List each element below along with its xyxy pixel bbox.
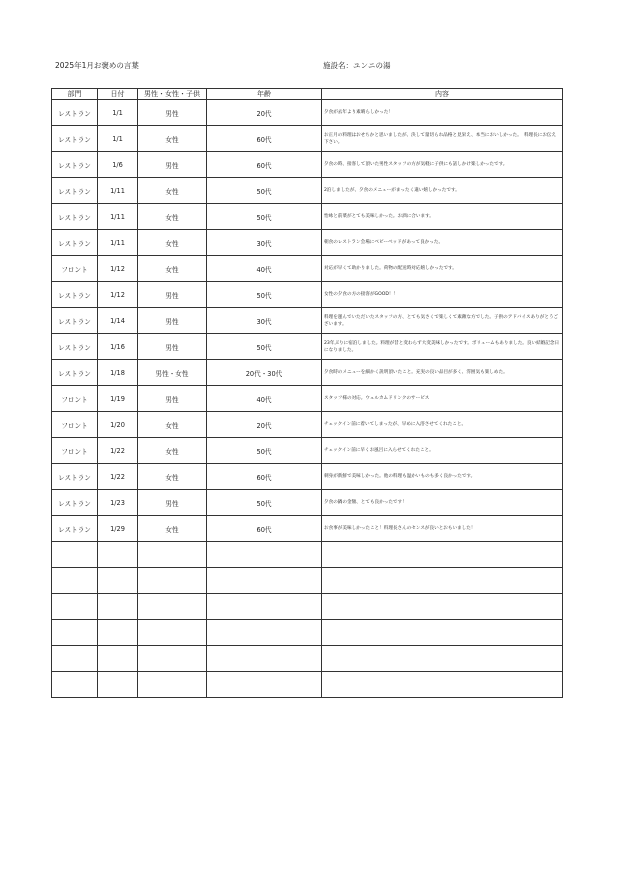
cell-content: 朝食のレストラン会場にベビーベッドがあって良かった。 [322, 230, 563, 256]
cell-date: 1/18 [98, 360, 138, 386]
cell-dept: フロント [52, 412, 98, 438]
table-row [52, 594, 563, 620]
cell-date [98, 620, 138, 646]
table-row [52, 438, 563, 464]
cell-content: 女性の夕食の方の接客がGOOD！！ [322, 282, 563, 308]
cell-gender: 男性 [138, 282, 207, 308]
cell-gender: 男性 [138, 386, 207, 412]
cell-dept: レストラン [52, 230, 98, 256]
table-row [52, 490, 563, 516]
cell-gender: 女性 [138, 204, 207, 230]
cell-content: お正月の料理はおせちかと思いましたが、決して量切られ品格と見栄え、本当においしかった。 料理長にお伝え下さい。 [322, 126, 563, 152]
cell-date: 1/1 [98, 126, 138, 152]
cell-dept: レストラン [52, 334, 98, 360]
column-header-gender: 男性・女性・子供 [138, 89, 207, 100]
cell-age: 20代・30代 [207, 360, 322, 386]
table-body [52, 100, 563, 698]
cell-gender: 女性 [138, 412, 207, 438]
cell-dept [52, 620, 98, 646]
cell-dept: レストラン [52, 308, 98, 334]
cell-dept: フロント [52, 386, 98, 412]
cell-date: 1/14 [98, 308, 138, 334]
cell-content [322, 672, 563, 698]
cell-age: 60代 [207, 464, 322, 490]
cell-dept: レストラン [52, 152, 98, 178]
cell-age: 50代 [207, 204, 322, 230]
cell-age: 20代 [207, 412, 322, 438]
cell-gender: 女性 [138, 438, 207, 464]
facility-name: 施設名：ユンニの湯 [323, 61, 391, 70]
cell-content [322, 594, 563, 620]
cell-gender: 女性 [138, 464, 207, 490]
cell-gender [138, 568, 207, 594]
cell-age: 50代 [207, 438, 322, 464]
cell-date: 1/19 [98, 386, 138, 412]
cell-age: 60代 [207, 516, 322, 542]
cell-content: お食事が美味しかったこと！料理長さんのセンスが良いとおもいました！ [322, 516, 563, 542]
table-row [52, 126, 563, 152]
table-row [52, 516, 563, 542]
cell-date: 1/11 [98, 230, 138, 256]
cell-dept: フロント [52, 438, 98, 464]
cell-age [207, 542, 322, 568]
cell-date: 1/29 [98, 516, 138, 542]
cell-date: 1/6 [98, 152, 138, 178]
cell-content: 怡咏と前菜がとても美味しかった。お酒に合います。 [322, 204, 563, 230]
cell-age [207, 594, 322, 620]
cell-date: 1/12 [98, 256, 138, 282]
cell-gender: 女性 [138, 516, 207, 542]
table-row [52, 412, 563, 438]
table-row [52, 152, 563, 178]
cell-age: 50代 [207, 178, 322, 204]
table-row [52, 204, 563, 230]
cell-gender: 女性 [138, 230, 207, 256]
cell-date: 1/22 [98, 464, 138, 490]
cell-dept: レストラン [52, 204, 98, 230]
cell-gender [138, 542, 207, 568]
table-row [52, 568, 563, 594]
cell-gender: 男性・女性 [138, 360, 207, 386]
table-row [52, 386, 563, 412]
table-row [52, 334, 563, 360]
table-row [52, 360, 563, 386]
table-row [52, 646, 563, 672]
cell-content: 夕食時のメニューを細かく説明頂いたこと。充実の良い品目が多く、雰囲気も楽しめた。 [322, 360, 563, 386]
cell-dept [52, 568, 98, 594]
cell-gender [138, 646, 207, 672]
cell-dept: レストラン [52, 360, 98, 386]
cell-content: 夕食が去年より素晴らしかった！ [322, 100, 563, 126]
cell-dept: レストラン [52, 490, 98, 516]
cell-age: 40代 [207, 386, 322, 412]
column-header-date: 日付 [98, 89, 138, 100]
cell-dept: レストラン [52, 282, 98, 308]
cell-date [98, 646, 138, 672]
cell-age [207, 672, 322, 698]
cell-content [322, 620, 563, 646]
cell-age: 50代 [207, 334, 322, 360]
cell-gender: 女性 [138, 126, 207, 152]
cell-content: チェックイン前に着いてしまったが、早めに入浴させてくれたこと。 [322, 412, 563, 438]
cell-content: 23年ぶりに宿泊しました。料理が昔と変わらず大変美味しかったです。ボリュームもありました。良い結婚記念日になりました。 [322, 334, 563, 360]
table-row [52, 178, 563, 204]
cell-gender: 男性 [138, 308, 207, 334]
cell-content: 夕食の時、接客して頂いた男性スタッフの方が気軽に子供にも話しかけ楽しかったです。 [322, 152, 563, 178]
cell-content: 2泊しましたが、夕食のメニューがまったく違い嬉しかったです。 [322, 178, 563, 204]
cell-date [98, 542, 138, 568]
column-header-age: 年齢 [207, 89, 322, 100]
cell-date: 1/16 [98, 334, 138, 360]
cell-age: 50代 [207, 490, 322, 516]
cell-gender [138, 672, 207, 698]
cell-dept: レストラン [52, 464, 98, 490]
cell-gender: 女性 [138, 256, 207, 282]
cell-content: スタッフ様の対応。ウェルカムドリンクのサービス [322, 386, 563, 412]
cell-content [322, 646, 563, 672]
cell-age: 30代 [207, 230, 322, 256]
cell-age: 50代 [207, 282, 322, 308]
cell-age [207, 646, 322, 672]
cell-date: 1/1 [98, 100, 138, 126]
cell-dept [52, 594, 98, 620]
cell-date: 1/20 [98, 412, 138, 438]
table-row [52, 672, 563, 698]
table-header-row [52, 89, 563, 100]
cell-age: 30代 [207, 308, 322, 334]
cell-content [322, 542, 563, 568]
cell-date: 1/23 [98, 490, 138, 516]
cell-gender [138, 594, 207, 620]
table-row [52, 542, 563, 568]
cell-dept [52, 672, 98, 698]
cell-dept [52, 542, 98, 568]
cell-content: 夕食の鍋の金額、とても良かったです！ [322, 490, 563, 516]
cell-content: 対応が早くて助かりました。荷物の配送時対応嬉しかったです。 [322, 256, 563, 282]
cell-date: 1/11 [98, 178, 138, 204]
table-row [52, 282, 563, 308]
document-title: 2025年1月お褒めの言葉 [55, 61, 139, 70]
cell-content: チェックイン前に早くお風呂に入らせてくれたこと。 [322, 438, 563, 464]
table-row [52, 308, 563, 334]
table-row [52, 230, 563, 256]
cell-date [98, 672, 138, 698]
cell-dept: レストラン [52, 100, 98, 126]
cell-date: 1/22 [98, 438, 138, 464]
cell-content [322, 568, 563, 594]
table-row [52, 256, 563, 282]
cell-gender: 男性 [138, 490, 207, 516]
cell-gender: 男性 [138, 334, 207, 360]
cell-age: 20代 [207, 100, 322, 126]
cell-age: 40代 [207, 256, 322, 282]
cell-date [98, 594, 138, 620]
cell-content: 料理を運んでいただいたスタッフの方、とても気さくで楽しくて素敵な方でした。子供のアドバイスありがとうございます。 [322, 308, 563, 334]
cell-age [207, 620, 322, 646]
table-row [52, 464, 563, 490]
column-header-dept: 部門 [52, 89, 98, 100]
cell-gender: 男性 [138, 152, 207, 178]
table-row [52, 620, 563, 646]
cell-age: 60代 [207, 152, 322, 178]
cell-gender: 女性 [138, 178, 207, 204]
cell-gender [138, 620, 207, 646]
cell-age: 60代 [207, 126, 322, 152]
cell-date [98, 568, 138, 594]
cell-date: 1/11 [98, 204, 138, 230]
cell-content: 刺身が新鮮で美味しかった。他の料理も温かいものも多く良かったです。 [322, 464, 563, 490]
cell-dept: レストラン [52, 178, 98, 204]
cell-date: 1/12 [98, 282, 138, 308]
cell-dept: レストラン [52, 516, 98, 542]
feedback-table [51, 88, 563, 698]
cell-dept: フロント [52, 256, 98, 282]
cell-gender: 男性 [138, 100, 207, 126]
cell-age [207, 568, 322, 594]
table-row [52, 100, 563, 126]
cell-dept [52, 646, 98, 672]
cell-dept: レストラン [52, 126, 98, 152]
column-header-content: 内容 [322, 89, 563, 100]
